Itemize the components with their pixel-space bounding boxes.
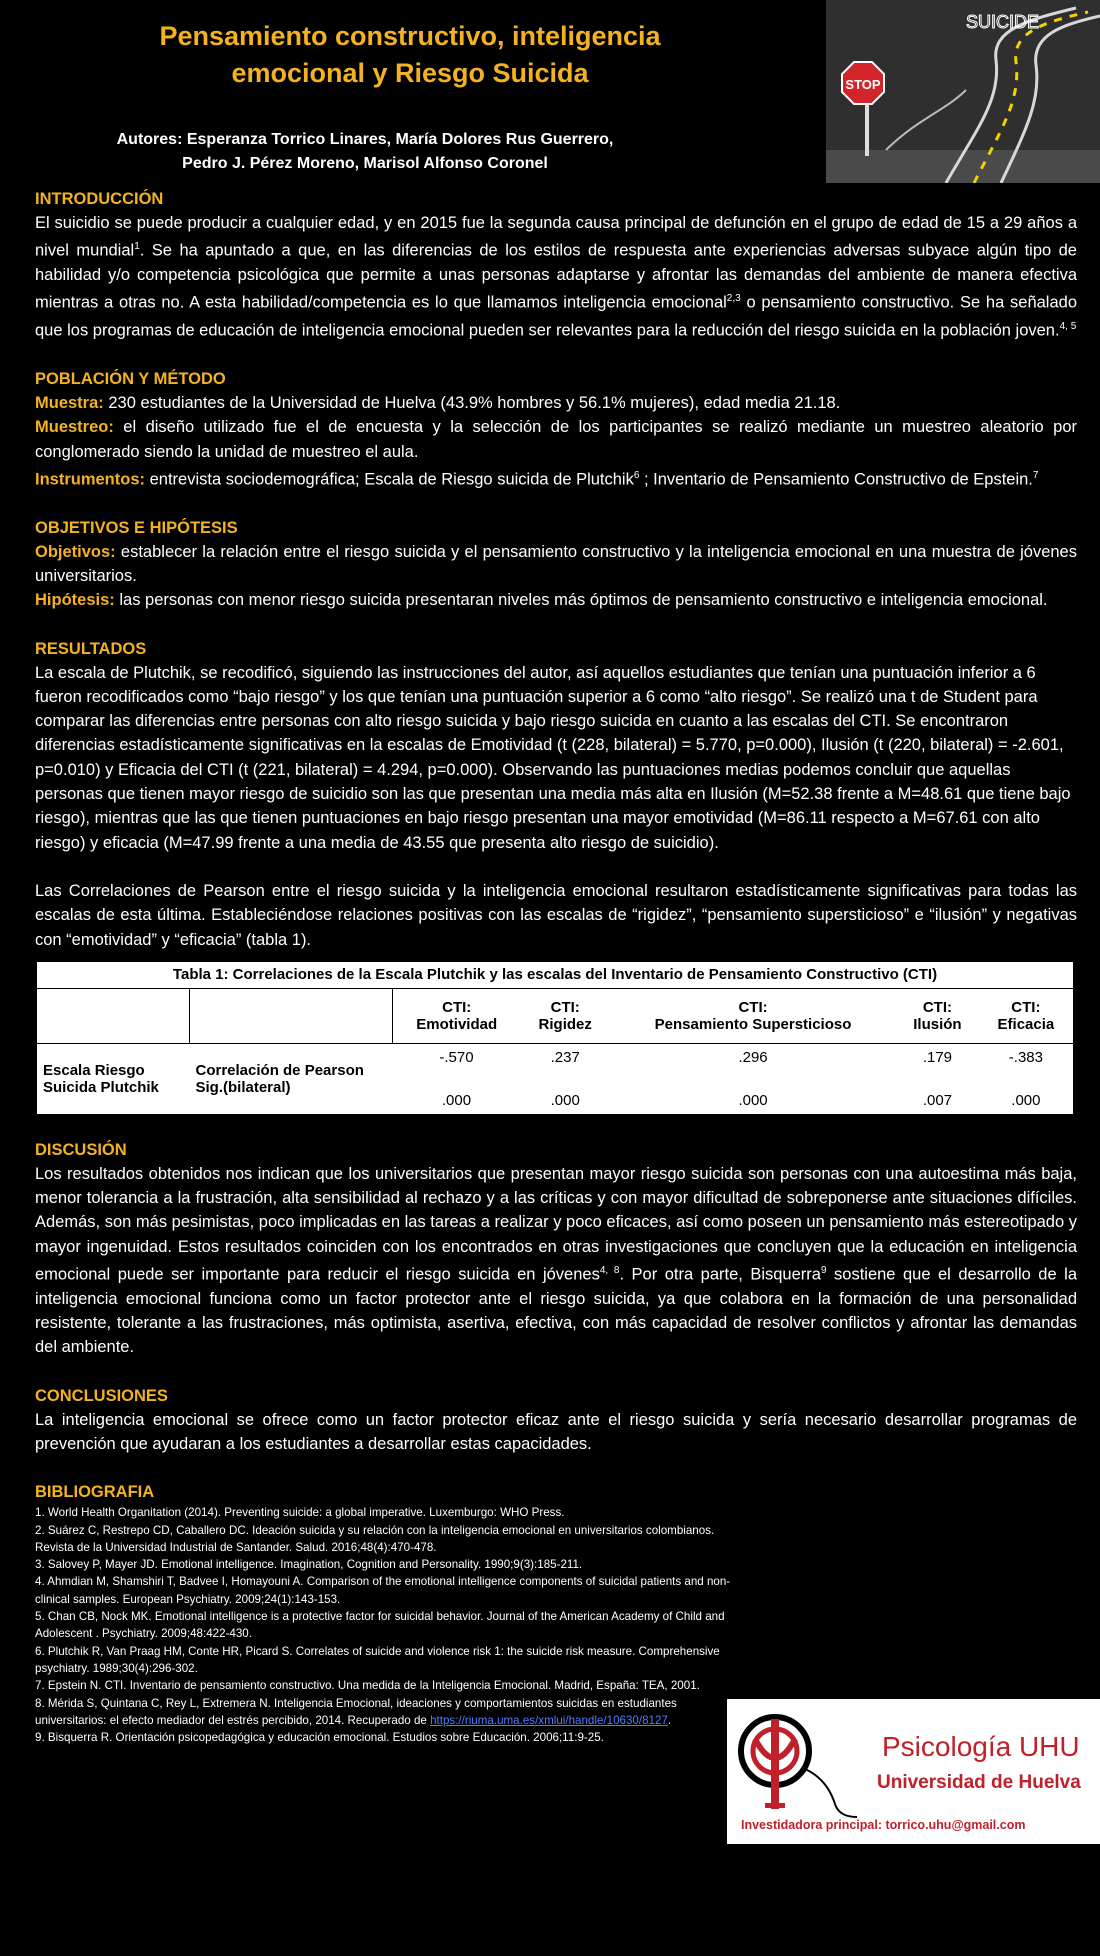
hypothesis-text: las personas con menor riesgo suicida presentaran niveles más óptimos de pensamiento constructivo e inteligencia emocional.: [114, 591, 1048, 610]
muestra-label: Muestra:: [35, 393, 104, 412]
hero-image: [826, 0, 1100, 183]
university-logo: [727, 1699, 1100, 1844]
authors-line-2: Pedro J. Pérez Moreno, Marisol Alfonso Coronel: [182, 155, 548, 172]
discussion-heading: DISCUSIÓN: [35, 1140, 127, 1159]
instrumentos-paragraph: [35, 464, 1077, 492]
title-line-1: Pensamiento constructivo, inteligencia: [159, 21, 661, 51]
title-line-2: emocional y Riesgo Suicida: [231, 58, 589, 88]
bibliography-item: 5. Chan CB, Nock MK. Emotional intelligence is a protective factor for suicidal behavior. Journal of the American Academy of Child and Adolescent . Psychiatry. 2009;48:422-430.: [35, 1610, 725, 1641]
discussion-text-2: . Por otra parte, Bisquerra: [619, 1265, 821, 1284]
table-header-rigidez: [520, 988, 610, 1043]
discussion-text-3: sostiene que el desarrollo de la inteligencia emocional funciona como un factor protector ante el riesgo suicida, ya que colabora en la formación de una personalidad resistente, tolerante a las frustraciones, más optimista, asertiva, efectiva, con más capacidad de resolver conflictos y afrontar las demandas del ambiente.: [35, 1265, 1078, 1357]
objectives-paragraph: [35, 540, 1077, 589]
correlation-value: .296: [738, 1048, 768, 1066]
bibliography-heading: BIBLIOGRAFIA: [35, 1483, 155, 1502]
intro-heading: INTRODUCCIÓN: [35, 190, 164, 208]
correlation-value: -.570: [439, 1048, 474, 1066]
bibliography-item: 1. World Health Organitation (2014). Preventing suicide: a global imperative. Luxemburgo: WHO Press.: [35, 1506, 565, 1520]
authors-line-1: Autores: Esperanza Torrico Linares, María Dolores Rus Guerrero,: [116, 131, 614, 148]
header-label: Emotividad: [416, 1015, 498, 1033]
header-label: Pensamiento Supersticioso: [654, 1015, 852, 1033]
header-label-prefix: CTI:: [1011, 998, 1041, 1016]
instrumentos-text-1: entrevista sociodemográfica; Escala de Riesgo suicida de Plutchik: [145, 470, 634, 489]
logo-university: Universidad de Huelva: [877, 1772, 1081, 1793]
table-header-blank-2: [190, 988, 393, 1043]
hypothesis-paragraph: [35, 588, 1077, 612]
discussion-paragraph: [35, 1162, 1077, 1360]
stop-text: STOP: [845, 77, 881, 92]
correlation-value: -.383: [1008, 1048, 1043, 1066]
muestreo-paragraph: [35, 415, 1077, 464]
suicide-road-label: [966, 12, 1039, 32]
instrumentos-text-2: ; Inventario de Pensamiento Constructivo de Epstein.: [639, 470, 1033, 489]
discussion-ref-2: 9: [820, 1265, 827, 1277]
table-header-supersticioso: [610, 988, 896, 1043]
road-illustration: [826, 0, 1100, 183]
intro-text-1: El suicidio se puede producir a cualquier edad, y en 2015 fue la segunda causa principal de defunción en el grupo de edad de 15 a 29 años a nivel mundial: [35, 214, 1077, 260]
header-label-prefix: CTI:: [442, 998, 472, 1016]
psicologia-logo-graphic: [727, 1699, 1100, 1844]
header-label-prefix: CTI:: [922, 998, 953, 1016]
table-header-emotividad: [393, 988, 521, 1043]
intro-ref-1: 1: [134, 241, 140, 253]
discussion-text-1: Los resultados obtenidos nos indican que los universitarios que presentan mayor riesgo suicida son personas con una autoestima más baja, menor tolerancia a la frustración, alta sensibilidad al rechazo y a las críticas y con mayor dificultad de sobreponerse ante situaciones difíciles. Además, son más pesimistas, poco implicadas en las tareas a realizar y poco eficaces, así como poseen un pensamiento más estereotipado y mayor ingenuidad. Estos resultados coinciden con los encontrados en otras investigaciones que concluyen que la educación en inteligencia emocional puede ser importante para reducir el riesgo suicida en jóvenes: [35, 1164, 1077, 1284]
bibliography-item: 2. Suárez C, Restrepo CD, Caballero DC. Ideación suicida y su relación con la inteligencia emocional en universitarios colombianos. Revista de la Universidad Industrial de Santander. Salud. 2016;48(4):470-478.: [35, 1523, 715, 1554]
table-header-blank-1: [37, 988, 190, 1043]
significance-value: .000: [550, 1091, 580, 1109]
intro-ref-2: 2,3: [726, 293, 741, 305]
cell-rigidez: [520, 1043, 610, 1114]
bibliography-item: 7. Epstein N. CTI. Inventario de pensamiento constructivo. Una medida de la Inteligencia Emocional. Madrid, España: TEA, 2001.: [35, 1679, 700, 1693]
muestreo-label: Muestreo:: [35, 418, 114, 437]
correlation-value: .179: [922, 1048, 953, 1066]
results-paragraph-2: Las Correlaciones de Pearson entre el riesgo suicida y la inteligencia emocional resultaron estadísticamente significativas para todas las escalas de esta última. Estableciéndose relaciones positivas con las escalas de “rigidez”, “pensamiento supersticioso” e “ilusión” y negativas con “emotividad” y “eficacia” (tabla 1).: [35, 881, 1077, 949]
method-heading: POBLACIÓN Y MÉTODO: [35, 369, 226, 388]
poster-body: [35, 187, 1077, 1746]
header-label-prefix: CTI:: [550, 998, 580, 1016]
intro-ref-3: 4, 5: [1059, 321, 1077, 333]
correlation-table: [37, 962, 1073, 1114]
bibliography-item-8: 8. Mérida S, Quintana C, Rey L, Extremera N. Inteligencia Emocional, ideaciones y comportamientos suicidas en estudiantes universitarios: el efecto mediador del estrés percibido, 2014. Recuperado de https://riuma.uma.es/xmlui/handle/10630/8127.: [35, 1696, 677, 1727]
muestra-text: 230 estudiantes de la Universidad de Huelva (43.9% hombres y 56.1% mujeres), edad media 21.18.: [103, 393, 841, 412]
results-heading: RESULTADOS: [35, 639, 147, 658]
discussion-ref-1: 4, 8: [599, 1265, 620, 1277]
significance-value: .000: [441, 1091, 472, 1109]
cell-ilusion: [896, 1043, 979, 1114]
bibliography-item: 6. Plutchik R, Van Praag HM, Conte HR, Picard S. Correlates of suicide and violence risk 1: the suicide risk measure. Comprehensive psychiatry. 1989;30(4):296-302.: [35, 1644, 720, 1675]
bibliography-item: 4. Ahmdian M, Shamshiri T, Badvee I, Homayouni A. Comparison of the emotional intelligence components of suicidal patients and non-clinical samples. European Psychiatry. 2009;24(1):143-153.: [35, 1575, 731, 1606]
significance-value: .000: [738, 1091, 768, 1109]
authors: [60, 128, 670, 176]
intro-text-2: . Se ha apuntado a que, en las diferencias de los estilos de respuesta ante experiencias adversas subyace algún tipo de habilidad y/o competencia psicológica que permite a unas personas adaptarse y afrontar las demandas del ambiente de manera efectiva mientras a otras no. A esta habilidad/competencia es lo que llamamos inteligencia emocional: [35, 241, 1077, 312]
cell-emotividad: [393, 1043, 521, 1114]
instrumentos-ref-2: 7: [1032, 469, 1039, 481]
bibliography-link[interactable]: https://riuma.uma.es/xmlui/handle/10630/8127: [430, 1713, 668, 1727]
instrumentos-ref-1: 6: [633, 469, 640, 481]
conclusions-heading: CONCLUSIONES: [35, 1386, 168, 1405]
logo-contact: Investidadora principal: torrico.uhu@gmail.com: [741, 1818, 1026, 1832]
header-label: Eficacia: [997, 1015, 1055, 1033]
correlation-value: .237: [550, 1048, 580, 1066]
header-label: Ilusión: [913, 1015, 962, 1033]
table-row: [37, 1043, 1073, 1114]
row-metric: Correlación de Pearson Sig.(bilateral): [195, 1061, 364, 1096]
poster-title: [120, 18, 700, 92]
significance-value: .007: [922, 1091, 953, 1109]
table-header-row: [37, 988, 1073, 1043]
suicide-text: SUICIDE: [966, 12, 1040, 32]
table-header-eficacia: [979, 988, 1073, 1043]
cell-supersticioso: [610, 1043, 896, 1114]
header-label: Rigidez: [538, 1015, 592, 1033]
significance-value: .000: [1011, 1091, 1041, 1109]
bibliography-item-text: 8. Mérida S, Quintana C, Rey L, Extremera N. Inteligencia Emocional, ideaciones y comportamientos suicidas en estudiantes universitarios: el efecto mediador del estrés percibido, 2014. Recuperado de: [35, 1696, 677, 1727]
instrumentos-label: Instrumentos:: [35, 470, 146, 489]
logo-name: Psicología UHU: [882, 1731, 1080, 1762]
bibliography-item: 3. Salovey P, Mayer JD. Emotional intelligence. Imagination, Cognition and Personality. 1990;9(3):185-211.: [35, 1558, 583, 1572]
intro-text-3: o pensamiento constructivo. Se ha señalado que los programas de educación de inteligencia emocional pueden ser relevantes para la reducción del riesgo suicida en la población joven.: [35, 293, 1077, 340]
header-label-prefix: CTI:: [738, 998, 768, 1016]
row-label: Escala Riesgo Suicida Plutchik: [43, 1061, 159, 1096]
muestra-paragraph: [35, 391, 1077, 415]
objectives-heading: OBJETIVOS E HIPÓTESIS: [35, 518, 238, 537]
table-header-ilusion: [896, 988, 979, 1043]
bibliography-item: 9. Bisquerra R. Orientación psicopedagógica y educación emocional. Estudios sobre Educación. 2006;11:9-25.: [35, 1731, 604, 1745]
table-caption: Tabla 1: Correlaciones de la Escala Plutchik y las escalas del Inventario de Pensamiento Constructivo (CTI): [37, 962, 1073, 989]
conclusions-paragraph: La inteligencia emocional se ofrece como un factor protector eficaz ante el riesgo suicida y sería necesario desarrollar programas de prevención que ayudaran a los estudiantes a desarrollar estas capacidades.: [35, 1410, 1077, 1453]
intro-paragraph: [35, 211, 1077, 343]
objectives-text: establecer la relación entre el riesgo suicida y el pensamiento constructivo y la inteligencia emocional en una muestra de jóvenes universitarios.: [35, 542, 1077, 585]
muestreo-text: el diseño utilizado fue el de encuesta y la selección de los participantes se realizó mediante un muestreo aleatorio por conglomerado siendo la unidad de muestreo el aula.: [35, 418, 1077, 461]
objectives-label: Objetivos:: [35, 542, 116, 561]
results-paragraph-1: La escala de Plutchik, se recodificó, siguiendo las instrucciones del autor, así aquellos estudiantes que tenían una puntuación inferior a 6 fueron recodificados como “bajo riesgo” y los que tenían una puntuación superior a 6 como “alto riesgo”. Se realizó una t de Student para comparar las diferencias entre personas con alto riesgo suicida y bajo riesgo suicida en cuanto a las escalas del CTI. Se encontraron diferencias estadísticamente significativas en la escalas de Emotividad (t (228, bilateral) = 5.770, p=0.000), Ilusión (t (220, bilateral) = -2.601, p=0.010) y Eficacia del CTI (t (221, bilateral) = 4.294, p=0.000). Observando las puntuaciones medias podemos concluir que aquellas personas que tienen mayor riesgo de suicidio son las que presentan una media más alta en Ilusión (M=52.38 frente a M=48.61 que tiene bajo riesgo), mientras que las que tienen puntuaciones en bajo riesgo presentan una mayor emotividad (M=86.11 respecto a M=67.61 con alto riesgo) y eficacia (M=47.99 frente a una media de 43.55 que presenta alto riesgo de suicidio).: [35, 663, 1071, 852]
cell-eficacia: [979, 1043, 1073, 1114]
hypothesis-label: Hipótesis:: [35, 591, 115, 610]
